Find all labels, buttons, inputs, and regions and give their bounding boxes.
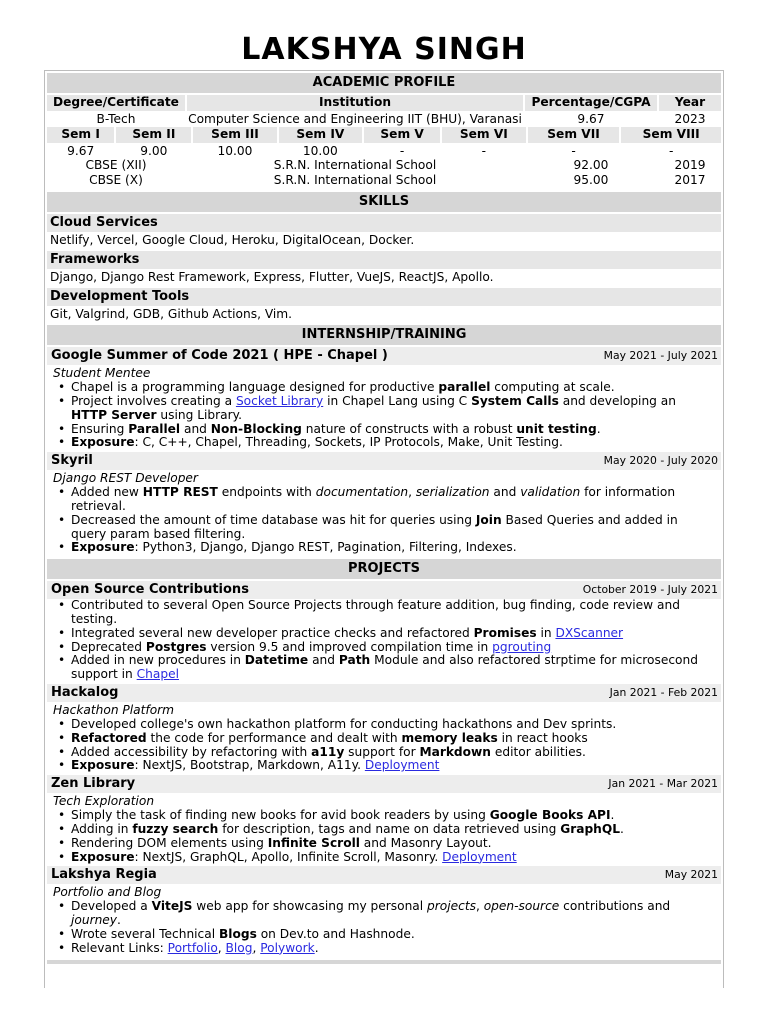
list-item: • Deprecated Postgres version 9.5 and improved compilation time in pgrouting: [71, 641, 715, 655]
bullet-list: [71, 900, 715, 955]
entry-date: October 2019 - July 2021: [582, 583, 718, 597]
socket-library-link[interactable]: Socket Library: [235, 393, 324, 408]
year-cell: 2023: [674, 112, 706, 126]
institution-cell: S.R.N. International School: [273, 157, 437, 172]
entry-role: Hackathon Platform: [53, 702, 175, 717]
sem-header: Sem III: [193, 127, 276, 143]
sem-header: Sem I: [47, 127, 114, 143]
candidate-name: LAKSHYA SINGH: [241, 32, 527, 67]
list-item: • Adding in fuzzy search for description, tags and name on data retrieved using GraphQL.: [71, 823, 715, 837]
table-row: [47, 159, 721, 173]
sem-value: -: [399, 143, 405, 158]
degree-cell: CBSE (XII): [85, 157, 147, 172]
list-item: • Added new HTTP REST endpoints with documentation, serialization and validation for information retrieval.: [71, 486, 715, 514]
score-cell: 9.67: [577, 112, 605, 126]
skill-value: Netlify, Vercel, Google Cloud, Heroku, DigitalOcean, Docker.: [50, 233, 415, 248]
list-item: • Exposure: NextJS, Bootstrap, Markdown, A11y. Deployment: [71, 759, 715, 773]
entry-title: Lakshya Regia: [51, 867, 157, 883]
list-item: • Refactored the code for performance and dealt with memory leaks in react hooks: [71, 732, 715, 746]
zen-deployment-link[interactable]: Deployment: [442, 849, 517, 864]
entry-header: [47, 581, 721, 599]
hackalog-deployment-link[interactable]: Deployment: [364, 758, 440, 773]
entry-title: Google Summer of Code 2021 ( HPE - Chapel ): [51, 348, 388, 364]
year-cell: 2017: [674, 173, 706, 188]
entry-header: [47, 866, 721, 884]
table-row: [47, 174, 721, 188]
list-item: • Project involves creating a Socket Library in Chapel Lang using C System Calls and developing an HTTP Server using Library.: [71, 395, 715, 423]
col-header-institution: Institution: [187, 95, 523, 111]
list-item: • Simply the task of finding new books for avid book readers by using Google Books API.: [71, 809, 715, 823]
institution-cell: S.R.N. International School: [273, 173, 437, 188]
list-item: • Ensuring Parallel and Non-Blocking nature of constructs with a robust unit testing.: [71, 423, 715, 437]
semester-table: [45, 125, 723, 161]
entry-role: Django REST Developer: [53, 471, 198, 486]
resume-frame: [44, 70, 724, 988]
list-item: • Relevant Links: Portfolio, Blog, Polywork.: [71, 942, 715, 956]
sem-header: Sem VIII: [621, 127, 721, 143]
entry-role: Tech Exploration: [53, 794, 155, 809]
col-header-degree: Degree/Certificate: [47, 95, 185, 111]
entry-role: Student Mentee: [53, 366, 151, 381]
sem-value: -: [571, 143, 576, 158]
bullet-list: [71, 809, 715, 864]
list-item: • Developed a ViteJS web app for showcasing my personal projects, open-source contributions and journey.: [71, 900, 715, 928]
list-item: • Contributed to several Open Source Projects through feature addition, bug finding, code review and testing.: [71, 599, 715, 627]
skill-value: Django, Django Rest Framework, Express, Flutter, VueJS, ReactJS, Apollo.: [50, 270, 494, 285]
academic-table: [45, 93, 723, 129]
score-cell: 92.00: [573, 157, 609, 172]
sem-value: 10.00: [217, 143, 253, 158]
sem-value: 9.00: [140, 143, 168, 158]
entry-date: May 2020 - July 2020: [603, 454, 718, 468]
entry-title: Zen Library: [51, 776, 136, 792]
entry-header: [47, 347, 721, 365]
sem-header: Sem II: [116, 127, 191, 143]
entry-date: Jan 2021 - Mar 2021: [608, 777, 718, 791]
sem-header: Sem IV: [279, 127, 363, 143]
entry-date: May 2021: [664, 868, 718, 882]
sem-value: 10.00: [302, 143, 338, 158]
polywork-link[interactable]: Polywork: [260, 940, 315, 955]
entry-title: Skyril: [51, 453, 93, 469]
sem-header: Sem VII: [528, 127, 620, 143]
bottom-divider: [47, 960, 721, 964]
skills-section-heading: SKILLS: [47, 192, 721, 212]
list-item: • Wrote several Technical Blogs on Dev.to and Hashnode.: [71, 928, 715, 942]
entry-date: May 2021 - July 2021: [603, 349, 718, 363]
bullet-list: [71, 486, 715, 555]
skill-value: Git, Valgrind, GDB, Github Actions, Vim.: [50, 307, 293, 322]
col-header-score: Percentage/CGPA: [525, 95, 657, 111]
bullet-list: [71, 599, 715, 682]
academic-section-heading: ACADEMIC PROFILE: [47, 73, 721, 93]
degree-cell: B-Tech: [96, 112, 136, 126]
entry-header: [47, 452, 721, 470]
list-item: • Integrated several new developer practice checks and refactored Promises in DXScanner: [71, 627, 715, 641]
institution-cell: Computer Science and Engineering IIT (BHU), Varanasi: [188, 112, 522, 126]
skill-heading: Frameworks: [47, 251, 721, 269]
year-cell: 2019: [674, 157, 706, 172]
list-item: • Chapel is a programming language designed for productive parallel computing at scale.: [71, 381, 715, 395]
list-item: • Exposure: Python3, Django, Django REST, Pagination, Filtering, Indexes.: [71, 541, 715, 555]
list-item: • Exposure: C, C++, Chapel, Threading, Sockets, IP Protocols, Make, Unit Testing.: [71, 436, 715, 450]
pgrouting-link[interactable]: pgrouting: [492, 639, 552, 654]
list-item: • Rendering DOM elements using Infinite Scroll and Masonry Layout.: [71, 837, 715, 851]
list-item: • Exposure: NextJS, GraphQL, Apollo, Infinite Scroll, Masonry. Deployment: [71, 851, 715, 865]
list-item: • Added accessibility by refactoring with a11y support for Markdown editor abilities.: [71, 746, 715, 760]
sem-header: Sem V: [364, 127, 440, 143]
sem-value: -: [481, 143, 487, 158]
chapel-link[interactable]: Chapel: [136, 667, 179, 682]
entry-title: Hackalog: [51, 684, 119, 700]
sem-value: -: [668, 143, 674, 158]
entry-header: [47, 684, 721, 702]
list-item: • Decreased the amount of time database was hit for queries using Join Based Queries and added in query param based filtering.: [71, 514, 715, 542]
bullet-list: [71, 381, 715, 450]
list-item: • Added in new procedures in Datetime and Path Module and also refactored strptime for microsecond support in Chapel: [71, 654, 715, 682]
dxscanner-link[interactable]: DXScanner: [555, 625, 624, 640]
list-item: • Developed college's own hackathon platform for conducting hackathons and Dev sprints.: [71, 718, 715, 732]
degree-cell: CBSE (X): [89, 173, 143, 188]
score-cell: 95.00: [573, 173, 609, 188]
school-table: [45, 157, 723, 191]
blog-link[interactable]: Blog: [225, 940, 253, 955]
entry-role: Portfolio and Blog: [53, 885, 162, 900]
sem-header: Sem VI: [442, 127, 526, 143]
projects-section-heading: PROJECTS: [47, 559, 721, 579]
entry-header: [47, 775, 721, 793]
entry-title: Open Source Contributions: [51, 582, 249, 598]
col-header-year: Year: [659, 95, 721, 111]
skill-heading: Cloud Services: [47, 214, 721, 232]
entry-date: Jan 2021 - Feb 2021: [609, 685, 718, 699]
portfolio-link[interactable]: Portfolio: [167, 940, 218, 955]
internship-section-heading: INTERNSHIP/TRAINING: [47, 325, 721, 345]
sem-value: 9.67: [67, 143, 95, 158]
skill-heading: Development Tools: [47, 288, 721, 306]
bullet-list: [71, 718, 715, 773]
